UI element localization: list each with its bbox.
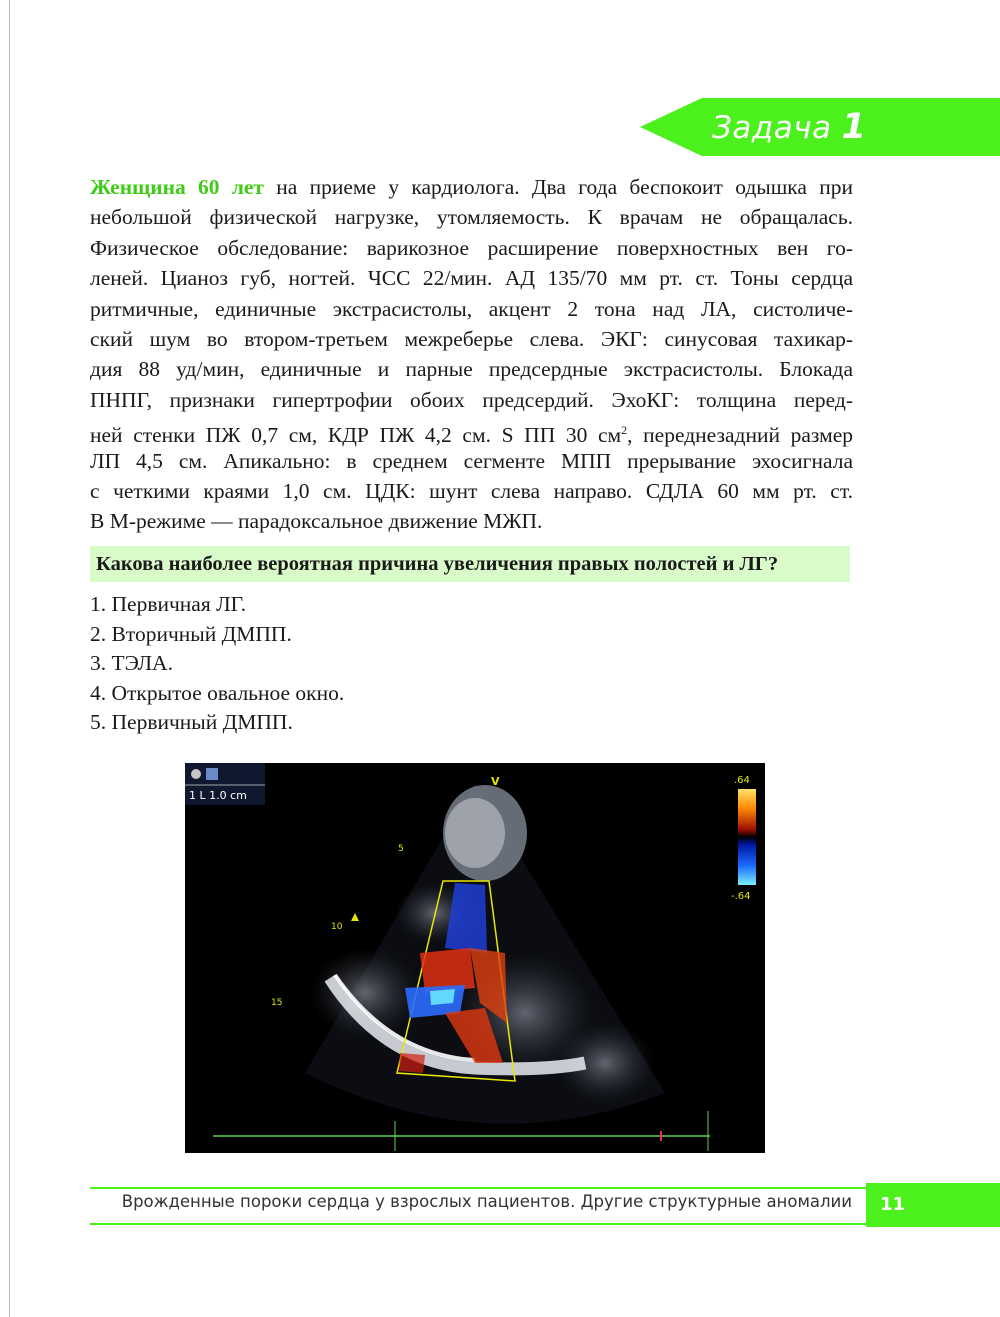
record-icon (191, 769, 201, 779)
case-line: ней стенки ПЖ 0,7 см, КДР ПЖ 4,2 см. S ПП 30 $см^2$, переднезадний размер (90, 423, 853, 448)
case-line: Женщина 60 лет на приеме у кардиолога. Два года беспокоит одышка при (90, 175, 853, 199)
case-line: ПНПГ, признаки гипертрофии обоих предсердий. ЭхоКГ: толщина перед- (90, 387, 853, 412)
answer-option: 3. ТЭЛА. (90, 651, 173, 675)
case-line: ский шум во втором-третьем межреберье слева. ЭКГ: синусовая тахикар- (90, 326, 853, 351)
scale-bottom: -.64 (731, 891, 751, 902)
case-line: В М-режиме — парадоксальное движение МЖП. (90, 509, 543, 534)
case-line: дия 88 уд/мин, единичные и парные предсердные экстрасистолы. Блокада (90, 357, 853, 382)
case-line: Физическое обследование: варикозное расширение поверхностных вен го- (90, 235, 853, 260)
answer-option: 4. Открытое овальное окно. (90, 680, 345, 705)
case-line: небольшой физической нагрузке, утомляемость. К врачам не обращалась. (90, 205, 853, 230)
question-text: Какова наиболее вероятная причина увеличения правых полостей и ЛГ? (96, 552, 779, 575)
task-title (712, 100, 866, 154)
answer-option: 1. Первичная ЛГ. (90, 592, 247, 616)
echocardiogram-image (185, 763, 765, 1153)
task-word: Задача (712, 110, 832, 146)
velocity-scale (738, 789, 756, 885)
probe-icon (206, 768, 218, 780)
case-line: ЛП 4,5 см. Апикально: в среднем сегменте МПП прерывание эхосигнала (90, 448, 853, 473)
superscript: 2 (621, 423, 628, 438)
echo-svg (185, 763, 765, 1153)
footer-rule-bottom (90, 1223, 866, 1225)
task-number: 1 (841, 107, 867, 147)
mode-label: 1 L 1.0 cm (189, 789, 247, 802)
depth-5: 5 (398, 844, 404, 854)
answer-options (90, 590, 344, 738)
depth-15: 15 (271, 998, 283, 1008)
case-description (90, 172, 853, 537)
footer-caption: Врожденные пороки сердца у взрослых пациентов. Другие структурные аномалии (121, 1192, 852, 1211)
answer-option: 5. Первичный ДМПП. (90, 710, 293, 734)
case-lead: Женщина 60 лет (90, 175, 264, 199)
scale-top: .64 (734, 775, 750, 786)
page-number: 11 (880, 1194, 906, 1215)
depth-10: 10 (331, 922, 343, 932)
page-edge-rule (9, 0, 10, 1317)
marker-v: V (491, 775, 500, 788)
footer-rule-top (90, 1187, 866, 1189)
case-line: леней. Цианоз губ, ногтей. ЧСС 22/мин. АД 135/70 мм рт. ст. Тоны сердца (90, 266, 853, 291)
case-line: ритмичные, единичные экстрасистолы, акцент 2 тона над ЛА, систоличе- (90, 296, 853, 321)
case-line: с четкими краями 1,0 см. ЦДК: шунт слева направо. СДЛА 60 мм рт. ст. (90, 478, 853, 503)
answer-option: 2. Вторичный ДМПП. (90, 621, 292, 646)
question-box (90, 546, 850, 582)
